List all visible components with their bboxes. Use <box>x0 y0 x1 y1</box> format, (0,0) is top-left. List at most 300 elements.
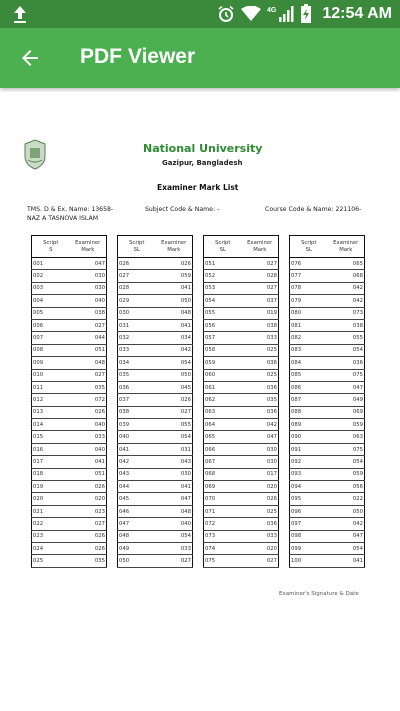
examiner-mark-cell: 022 <box>328 493 365 505</box>
script-number-cell: 084 <box>290 357 328 369</box>
examiner-mark-cell: 027 <box>242 258 279 270</box>
table-row <box>204 431 279 443</box>
examiner-mark-cell: 026 <box>156 394 193 406</box>
table-row <box>204 443 279 455</box>
examiner-mark-cell: 065 <box>328 258 365 270</box>
examiner-mark-cell: 047 <box>156 493 193 505</box>
examiner-mark-cell: 042 <box>328 518 365 530</box>
examiner-mark-cell: 034 <box>156 332 193 344</box>
script-number-cell: 039 <box>118 419 156 431</box>
examiner-mark-cell: 050 <box>328 505 365 517</box>
script-number-cell: 083 <box>290 344 328 356</box>
table-row <box>118 282 193 294</box>
examiner-mark-cell: 036 <box>242 357 279 369</box>
script-number-cell: 058 <box>204 344 242 356</box>
examiner-mark-cell: 050 <box>156 295 193 307</box>
script-number-cell: 013 <box>32 406 70 418</box>
university-logo-icon <box>22 138 48 170</box>
script-number-cell: 007 <box>32 332 70 344</box>
script-number-cell: 001 <box>32 258 70 270</box>
table-row <box>204 493 279 505</box>
examiner-mark-cell: 041 <box>70 456 107 468</box>
script-number-cell: 041 <box>118 443 156 455</box>
script-number-cell: 016 <box>32 443 70 455</box>
examiner-mark-cell: 037 <box>242 295 279 307</box>
examiner-mark-cell: 059 <box>156 270 193 282</box>
column-header-script: Script SL <box>204 236 242 258</box>
examiner-mark-cell: 054 <box>328 344 365 356</box>
script-number-cell: 075 <box>204 555 242 567</box>
table-row <box>118 431 193 443</box>
table-header-row <box>290 236 365 258</box>
examiner-mark-cell: 047 <box>70 258 107 270</box>
script-number-cell: 047 <box>118 518 156 530</box>
table-row <box>204 319 279 331</box>
script-number-cell: 029 <box>118 295 156 307</box>
table-row <box>204 530 279 542</box>
script-number-cell: 014 <box>32 419 70 431</box>
script-number-cell: 018 <box>32 468 70 480</box>
script-number-cell: 005 <box>32 307 70 319</box>
examiner-mark-cell: 030 <box>70 282 107 294</box>
university-location: Gazipur, Bangladesh <box>162 159 243 167</box>
table-row <box>290 319 365 331</box>
column-header-mark: Examiner Mark <box>70 236 107 258</box>
examiner-mark-cell: 030 <box>242 456 279 468</box>
examiner-mark-cell: 041 <box>156 282 193 294</box>
table-row <box>290 369 365 381</box>
script-number-cell: 024 <box>32 542 70 554</box>
script-number-cell: 070 <box>204 493 242 505</box>
table-row <box>290 431 365 443</box>
script-number-cell: 060 <box>204 369 242 381</box>
table-row <box>32 443 107 455</box>
table-row <box>118 456 193 468</box>
table-row <box>32 406 107 418</box>
table-row <box>32 381 107 393</box>
script-number-cell: 046 <box>118 505 156 517</box>
table-row <box>32 357 107 369</box>
script-number-cell: 071 <box>204 505 242 517</box>
table-row <box>118 443 193 455</box>
examiner-mark-cell: 020 <box>242 542 279 554</box>
table-row <box>118 530 193 542</box>
script-number-cell: 032 <box>118 332 156 344</box>
table-row <box>204 406 279 418</box>
script-number-cell: 062 <box>204 394 242 406</box>
table-row <box>204 295 279 307</box>
examiner-mark-cell: 026 <box>70 406 107 418</box>
table-row <box>118 419 193 431</box>
table-row <box>290 493 365 505</box>
examiner-mark-cell: 048 <box>156 307 193 319</box>
examiner-mark-cell: 036 <box>328 357 365 369</box>
examiner-mark-cell: 026 <box>156 258 193 270</box>
signature-label: Examiner's Signature & Date <box>279 591 359 597</box>
script-number-cell: 096 <box>290 505 328 517</box>
table-row <box>290 468 365 480</box>
examiner-mark-cell: 027 <box>70 518 107 530</box>
table-row <box>118 406 193 418</box>
examiner-mark-cell: 051 <box>70 344 107 356</box>
examiner-mark-cell: 075 <box>328 369 365 381</box>
script-number-cell: 008 <box>32 344 70 356</box>
script-number-cell: 004 <box>32 295 70 307</box>
script-number-cell: 010 <box>32 369 70 381</box>
table-row <box>32 555 107 567</box>
examiner-mark-cell: 033 <box>70 431 107 443</box>
examiner-mark-cell: 038 <box>70 307 107 319</box>
script-number-cell: 068 <box>204 468 242 480</box>
table-row <box>32 518 107 530</box>
table-row <box>290 394 365 406</box>
table-row <box>32 481 107 493</box>
examiner-mark-cell: 033 <box>242 530 279 542</box>
table-row <box>290 555 365 567</box>
examiner-mark-cell: 026 <box>70 481 107 493</box>
table-row <box>290 332 365 344</box>
table-row <box>118 394 193 406</box>
examiner-mark-cell: 027 <box>242 282 279 294</box>
script-number-cell: 077 <box>290 270 328 282</box>
script-number-cell: 022 <box>32 518 70 530</box>
examiner-mark-cell: 056 <box>328 481 365 493</box>
script-number-cell: 034 <box>118 357 156 369</box>
examiner-mark-cell: 072 <box>70 394 107 406</box>
status-bar <box>0 0 400 28</box>
examiner-mark-cell: 068 <box>328 270 365 282</box>
table-row <box>204 381 279 393</box>
examiner-mark-cell: 048 <box>70 357 107 369</box>
script-number-cell: 076 <box>290 258 328 270</box>
table-row <box>118 270 193 282</box>
script-number-cell: 091 <box>290 443 328 455</box>
script-number-cell: 044 <box>118 481 156 493</box>
table-row <box>118 357 193 369</box>
table-row <box>204 307 279 319</box>
examiner-mark-cell: 054 <box>328 456 365 468</box>
examiner-mark-cell: 042 <box>328 295 365 307</box>
script-number-cell: 055 <box>204 307 242 319</box>
script-number-cell: 051 <box>204 258 242 270</box>
script-number-cell: 019 <box>32 481 70 493</box>
examiner-mark-cell: 017 <box>242 468 279 480</box>
examiner-mark-cell: 047 <box>242 431 279 443</box>
table-row <box>118 468 193 480</box>
script-number-cell: 069 <box>204 481 242 493</box>
examiner-mark-cell: 041 <box>156 319 193 331</box>
script-number-cell: 072 <box>204 518 242 530</box>
column-header-mark: Examiner Mark <box>328 236 365 258</box>
mark-table <box>289 235 365 568</box>
table-row <box>204 419 279 431</box>
table-row <box>290 381 365 393</box>
examiner-mark-cell: 040 <box>70 419 107 431</box>
examiner-mark-cell: 030 <box>242 443 279 455</box>
script-number-cell: 040 <box>118 431 156 443</box>
script-number-cell: 090 <box>290 431 328 443</box>
examiner-mark-cell: 030 <box>70 270 107 282</box>
examiner-mark-cell: 040 <box>156 518 193 530</box>
script-number-cell: 026 <box>118 258 156 270</box>
table-row <box>118 518 193 530</box>
examiner-mark-cell: 030 <box>156 468 193 480</box>
table-row <box>204 344 279 356</box>
table-row <box>32 505 107 517</box>
script-number-cell: 081 <box>290 319 328 331</box>
table-row <box>118 344 193 356</box>
examiner-mark-cell: 045 <box>156 381 193 393</box>
examiner-mark-cell: 020 <box>242 481 279 493</box>
arrow-left-icon[interactable] <box>18 46 42 70</box>
script-number-cell: 056 <box>204 319 242 331</box>
examiner-mark-cell: 038 <box>328 319 365 331</box>
script-number-cell: 065 <box>204 431 242 443</box>
examiner-mark-cell: 019 <box>242 307 279 319</box>
table-row <box>290 295 365 307</box>
script-number-cell: 048 <box>118 530 156 542</box>
examiner-mark-cell: 047 <box>328 381 365 393</box>
cell-signal-icon <box>278 5 294 23</box>
script-number-cell: 082 <box>290 332 328 344</box>
script-number-cell: 059 <box>204 357 242 369</box>
table-row <box>204 555 279 567</box>
examiner-mark-cell: 027 <box>156 406 193 418</box>
examiner-mark-cell: 027 <box>70 369 107 381</box>
table-row <box>204 505 279 517</box>
examiner-mark-cell: 033 <box>156 542 193 554</box>
examiner-mark-cell: 040 <box>70 295 107 307</box>
examiner-mark-cell: 035 <box>70 555 107 567</box>
examiner-mark-cell: 047 <box>328 530 365 542</box>
script-number-cell: 020 <box>32 493 70 505</box>
table-row <box>32 394 107 406</box>
column-header-mark: Examiner Mark <box>242 236 279 258</box>
script-number-cell: 080 <box>290 307 328 319</box>
examiner-mark-cell: 026 <box>70 530 107 542</box>
examiner-mark-cell: 036 <box>242 406 279 418</box>
script-number-cell: 099 <box>290 542 328 554</box>
table-row <box>32 530 107 542</box>
script-number-cell: 049 <box>118 542 156 554</box>
script-number-cell: 042 <box>118 456 156 468</box>
table-row <box>118 493 193 505</box>
table-row <box>290 282 365 294</box>
script-number-cell: 057 <box>204 332 242 344</box>
table-row <box>118 369 193 381</box>
script-number-cell: 030 <box>118 307 156 319</box>
table-row <box>290 270 365 282</box>
table-row <box>118 258 193 270</box>
examiner-mark-cell: 041 <box>156 481 193 493</box>
script-number-cell: 092 <box>290 456 328 468</box>
script-number-cell: 097 <box>290 518 328 530</box>
examiner-mark-cell: 075 <box>328 443 365 455</box>
examiner-mark-cell: 063 <box>328 431 365 443</box>
table-header-row <box>32 236 107 258</box>
examiner-mark-cell: 048 <box>156 505 193 517</box>
table-row <box>290 530 365 542</box>
table-row <box>118 481 193 493</box>
script-number-cell: 088 <box>290 406 328 418</box>
examiner-mark-cell: 023 <box>70 505 107 517</box>
script-number-cell: 089 <box>290 419 328 431</box>
script-number-cell: 067 <box>204 456 242 468</box>
script-number-cell: 025 <box>32 555 70 567</box>
examiner-mark-cell: 035 <box>70 381 107 393</box>
app-bar <box>0 28 400 88</box>
table-header-row <box>204 236 279 258</box>
script-number-cell: 033 <box>118 344 156 356</box>
table-row <box>118 307 193 319</box>
script-number-cell: 031 <box>118 319 156 331</box>
script-number-cell: 100 <box>290 555 328 567</box>
table-header-row <box>118 236 193 258</box>
examiner-mark-cell: 027 <box>156 555 193 567</box>
script-number-cell: 095 <box>290 493 328 505</box>
examiner-mark-cell: 040 <box>70 443 107 455</box>
examiner-mark-cell: 041 <box>328 555 365 567</box>
table-row <box>32 295 107 307</box>
examiner-mark-cell: 069 <box>328 406 365 418</box>
script-number-cell: 066 <box>204 443 242 455</box>
table-row <box>32 282 107 294</box>
table-row <box>204 332 279 344</box>
script-number-cell: 043 <box>118 468 156 480</box>
table-row <box>32 270 107 282</box>
examiner-mark-cell: 059 <box>328 468 365 480</box>
pdf-page[interactable] <box>0 92 400 711</box>
script-number-cell: 079 <box>290 295 328 307</box>
script-number-cell: 017 <box>32 456 70 468</box>
script-number-cell: 036 <box>118 381 156 393</box>
examiner-mark-cell: 026 <box>242 493 279 505</box>
battery-charging-icon <box>300 4 312 24</box>
examiner-mark-cell: 035 <box>242 394 279 406</box>
table-row <box>32 319 107 331</box>
document-title: Examiner Mark List <box>157 183 239 192</box>
script-number-cell: 027 <box>118 270 156 282</box>
examiner-mark-cell: 044 <box>70 332 107 344</box>
script-number-cell: 061 <box>204 381 242 393</box>
table-row <box>32 456 107 468</box>
table-row <box>290 542 365 554</box>
script-number-cell: 002 <box>32 270 70 282</box>
table-row <box>32 369 107 381</box>
table-row <box>204 542 279 554</box>
table-row <box>118 542 193 554</box>
script-number-cell: 086 <box>290 381 328 393</box>
upload-icon <box>12 4 28 24</box>
table-row <box>290 258 365 270</box>
app-title: PDF Viewer <box>80 45 196 68</box>
script-number-cell: 053 <box>204 282 242 294</box>
script-number-cell: 021 <box>32 505 70 517</box>
script-number-cell: 006 <box>32 319 70 331</box>
script-number-cell: 085 <box>290 369 328 381</box>
script-number-cell: 064 <box>204 419 242 431</box>
table-row <box>204 357 279 369</box>
table-row <box>32 493 107 505</box>
examiner-mark-cell: 031 <box>156 443 193 455</box>
table-row <box>118 555 193 567</box>
examiner-mark-cell: 028 <box>242 270 279 282</box>
script-number-cell: 009 <box>32 357 70 369</box>
table-row <box>290 307 365 319</box>
table-row <box>32 542 107 554</box>
script-number-cell: 078 <box>290 282 328 294</box>
script-number-cell: 074 <box>204 542 242 554</box>
examiner-mark-cell: 033 <box>242 332 279 344</box>
mark-table <box>31 235 107 568</box>
examiner-mark-cell: 054 <box>156 431 193 443</box>
mark-table <box>117 235 193 568</box>
table-row <box>204 258 279 270</box>
examiner-mark-cell: 036 <box>242 518 279 530</box>
table-row <box>32 431 107 443</box>
script-number-cell: 073 <box>204 530 242 542</box>
table-row <box>204 394 279 406</box>
wifi-icon <box>241 6 261 22</box>
examiner-mark-cell: 049 <box>328 394 365 406</box>
table-row <box>32 419 107 431</box>
examiner-mark-cell: 020 <box>70 493 107 505</box>
examiner-mark-cell: 054 <box>156 530 193 542</box>
table-row <box>118 381 193 393</box>
examiner-mark-cell: 051 <box>70 468 107 480</box>
script-number-cell: 003 <box>32 282 70 294</box>
script-number-cell: 012 <box>32 394 70 406</box>
alarm-icon <box>217 5 235 23</box>
table-row <box>290 443 365 455</box>
table-row <box>290 481 365 493</box>
table-row <box>204 468 279 480</box>
course-info: Course Code & Name: 221106- <box>265 206 362 213</box>
table-row <box>204 518 279 530</box>
script-number-cell: 050 <box>118 555 156 567</box>
script-number-cell: 035 <box>118 369 156 381</box>
examiner-mark-cell: 026 <box>70 542 107 554</box>
examiner-mark-cell: 042 <box>328 282 365 294</box>
table-row <box>32 344 107 356</box>
script-number-cell: 093 <box>290 468 328 480</box>
examiner-mark-cell: 036 <box>242 381 279 393</box>
column-header-mark: Examiner Mark <box>156 236 193 258</box>
table-row <box>118 295 193 307</box>
column-header-script: Script SL <box>290 236 328 258</box>
script-number-cell: 087 <box>290 394 328 406</box>
script-number-cell: 037 <box>118 394 156 406</box>
examiner-mark-cell: 055 <box>328 332 365 344</box>
examiner-mark-cell: 027 <box>70 319 107 331</box>
table-row <box>32 307 107 319</box>
table-row <box>204 369 279 381</box>
examiner-mark-cell: 059 <box>328 419 365 431</box>
clock: 12:54 AM <box>322 5 392 22</box>
script-number-cell: 023 <box>32 530 70 542</box>
university-name: National University <box>143 142 263 155</box>
script-number-cell: 094 <box>290 481 328 493</box>
script-number-cell: 052 <box>204 270 242 282</box>
table-row <box>204 456 279 468</box>
script-number-cell: 011 <box>32 381 70 393</box>
table-row <box>118 319 193 331</box>
network-type: 4G <box>267 6 277 14</box>
script-number-cell: 063 <box>204 406 242 418</box>
examiner-mark-cell: 025 <box>242 344 279 356</box>
script-number-cell: 054 <box>204 295 242 307</box>
table-row <box>290 505 365 517</box>
